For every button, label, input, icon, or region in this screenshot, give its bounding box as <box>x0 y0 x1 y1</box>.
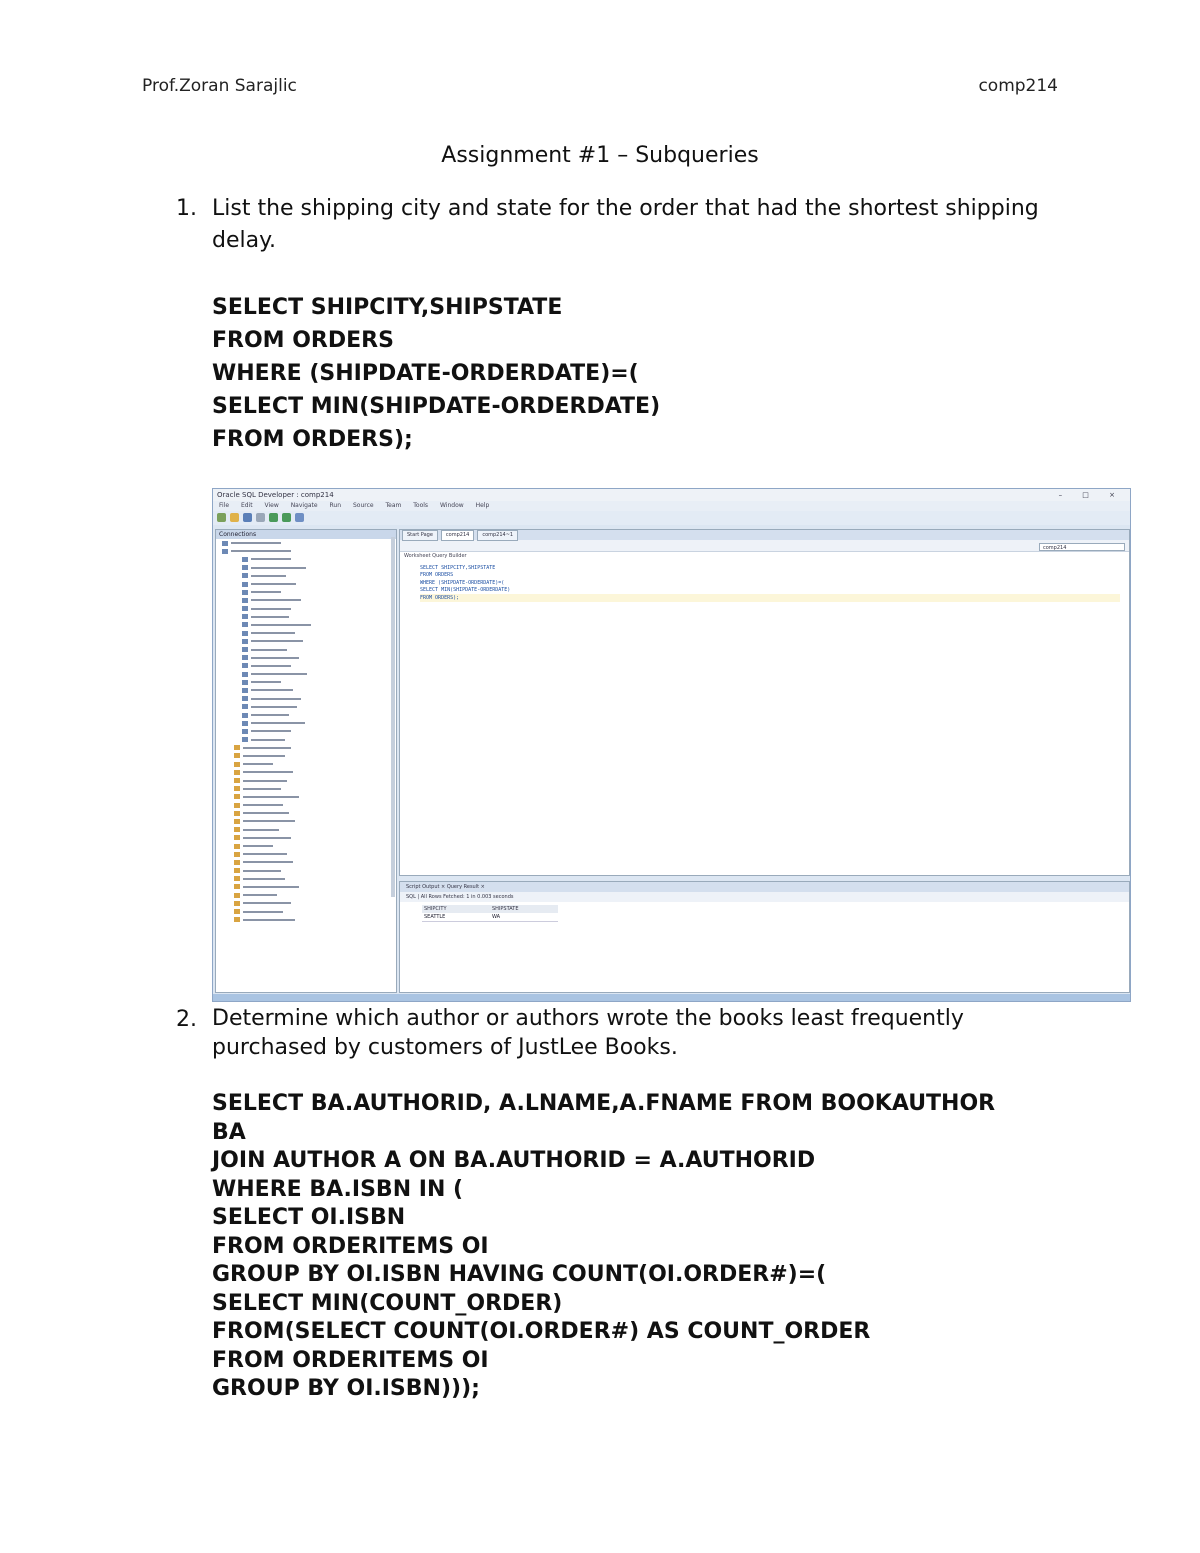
tree-label-placeholder <box>251 665 291 667</box>
code-line: SELECT OI.ISBN <box>212 1205 406 1230</box>
back-icon <box>269 513 278 522</box>
tree-row <box>216 760 396 768</box>
sql-worksheet <box>399 529 1130 876</box>
code-line: GROUP BY OI.ISBN HAVING COUNT(OI.ORDER#)=( <box>212 1262 827 1287</box>
menu-item: File <box>219 502 230 509</box>
table-icon <box>242 704 248 709</box>
tree-row <box>216 801 396 809</box>
editor-line <box>420 594 1120 602</box>
tree-label-placeholder <box>243 804 283 806</box>
question-text: Determine which author or authors wrote the books least frequently purchased by customers of JustLee Books. <box>212 1006 964 1060</box>
tree-row <box>216 727 396 735</box>
table-icon <box>242 696 248 701</box>
table-icon <box>242 557 248 562</box>
table-icon <box>234 762 240 767</box>
tree-label-placeholder <box>243 771 293 773</box>
tree-row <box>216 916 396 924</box>
main-toolbar <box>213 511 1130 525</box>
tree-row <box>216 891 396 899</box>
tree-label-placeholder <box>251 714 289 716</box>
tree-row <box>216 645 396 653</box>
tree-label-placeholder <box>243 837 291 839</box>
tree-label-placeholder <box>243 911 283 913</box>
code-line: SELECT MIN(SHIPDATE-ORDERDATE) <box>212 394 661 419</box>
menu-bar <box>213 501 1130 511</box>
table-icon <box>242 573 248 578</box>
code-line: FROM ORDERITEMS OI <box>212 1233 489 1259</box>
table-icon <box>242 729 248 734</box>
window-titlebar <box>213 489 1130 501</box>
column-header: SHIPCITY <box>422 905 490 913</box>
tree-row <box>216 785 396 793</box>
tree-row <box>216 826 396 834</box>
table-icon <box>242 565 248 570</box>
question-number: 2. <box>176 1007 197 1032</box>
table-icon <box>234 770 240 775</box>
forward-icon <box>282 513 291 522</box>
editor-line <box>420 587 1120 595</box>
tree-label-placeholder <box>243 788 281 790</box>
table-icon <box>242 639 248 644</box>
new-icon <box>217 513 226 522</box>
tree-row <box>216 678 396 686</box>
table-icon <box>222 541 228 546</box>
editor-line-text: FROM ORDERS <box>420 572 454 579</box>
tree-row <box>216 850 396 858</box>
code-line: BA <box>212 1119 246 1145</box>
editor-line-text: SELECT SHIPCITY,SHIPSTATE <box>420 564 496 571</box>
tab-start-page: Start Page <box>402 530 438 541</box>
tree-row <box>216 637 396 645</box>
tree-row <box>216 629 396 637</box>
result-tabs: Script Output × Query Result × <box>400 882 1129 892</box>
menu-item: Window <box>439 502 464 509</box>
editor-line-text: FROM ORDERS); <box>420 594 460 601</box>
menu-item: Help <box>475 502 490 509</box>
code-line: WHERE (SHIPDATE-ORDERDATE)=( <box>212 361 639 386</box>
tree-row <box>216 539 396 547</box>
editor-tabs <box>400 530 1129 540</box>
tree-row <box>216 809 396 817</box>
tree-label-placeholder <box>251 583 296 585</box>
table-icon <box>242 598 248 603</box>
editor-line <box>420 579 1120 587</box>
tree-label-placeholder <box>251 706 297 708</box>
tab-worksheet-2: comp214~1 <box>477 530 518 541</box>
tree-scrollbar <box>391 537 395 897</box>
tree-label-placeholder <box>251 730 291 732</box>
tree-label-placeholder <box>251 649 287 651</box>
table-icon <box>234 844 240 849</box>
table-icon <box>242 606 248 611</box>
code-line: JOIN AUTHOR A ON BA.AUTHORID = A.AUTHORID <box>212 1148 816 1173</box>
tree-row <box>216 662 396 670</box>
table-icon <box>234 893 240 898</box>
worksheet-subtabs: Worksheet Query Builder <box>404 553 467 559</box>
tree-label-placeholder <box>251 739 285 741</box>
tree-row <box>216 899 396 907</box>
table-icon <box>242 663 248 668</box>
connections-panel <box>215 529 397 993</box>
table-icon <box>242 680 248 685</box>
tree-label-placeholder <box>251 567 306 569</box>
tree-label-placeholder <box>251 681 281 683</box>
code-line: FROM(SELECT COUNT(OI.ORDER#) AS COUNT_ORDER <box>212 1319 871 1344</box>
table-icon <box>234 876 240 881</box>
table-icon <box>242 590 248 595</box>
tree-label-placeholder <box>243 878 285 880</box>
tree-label-placeholder <box>243 763 273 765</box>
tree-row <box>216 613 396 621</box>
table-icon <box>234 811 240 816</box>
table-icon <box>234 778 240 783</box>
tree-row <box>216 711 396 719</box>
tree-row <box>216 588 396 596</box>
connections-tab: Connections <box>216 530 396 539</box>
table-icon <box>234 786 240 791</box>
cut-icon <box>256 513 265 522</box>
table-icon <box>234 901 240 906</box>
table-icon <box>242 688 248 693</box>
table-icon <box>234 827 240 832</box>
header-course: comp214 <box>978 76 1058 96</box>
tree-label-placeholder <box>243 861 293 863</box>
tree-row <box>216 776 396 784</box>
menu-item: Navigate <box>290 502 318 509</box>
save-icon <box>243 513 252 522</box>
question-2 <box>176 1004 1056 1062</box>
tab-worksheet: comp214 <box>441 530 474 541</box>
tree-row <box>216 547 396 555</box>
tree-row <box>216 555 396 563</box>
tree-label-placeholder <box>251 673 307 675</box>
menu-item: Source <box>352 502 374 509</box>
tree-row <box>216 875 396 883</box>
window-controls: – □ × <box>1058 491 1124 499</box>
tree-label-placeholder <box>243 853 287 855</box>
result-toolbar: SQL | All Rows Fetched: 1 in 0.003 seconds <box>400 892 1129 902</box>
table-icon <box>234 868 240 873</box>
menu-item: Team <box>385 502 402 509</box>
tree-row <box>216 596 396 604</box>
tree-label-placeholder <box>251 608 291 610</box>
tree-label-placeholder <box>243 894 277 896</box>
tree-row <box>216 793 396 801</box>
tree-row <box>216 834 396 842</box>
code-line: GROUP BY OI.ISBN))); <box>212 1376 480 1401</box>
tree-row <box>216 768 396 776</box>
editor-line-text: SELECT MIN(SHIPDATE-ORDERDATE) <box>420 587 511 594</box>
worksheet-toolbar <box>400 540 1129 552</box>
code-line: FROM ORDERS); <box>212 427 413 452</box>
connection-selector: comp214 <box>1039 543 1125 551</box>
tree-row <box>216 580 396 588</box>
status-bar <box>213 994 1130 1001</box>
tree-row <box>216 719 396 727</box>
tree-label-placeholder <box>251 575 286 577</box>
result-grid <box>422 905 1129 922</box>
results-panel <box>399 881 1130 993</box>
tree-label-placeholder <box>243 902 291 904</box>
tree-label-placeholder <box>251 632 295 634</box>
table-icon <box>242 737 248 742</box>
table-icon <box>234 753 240 758</box>
question-number: 1. <box>176 196 197 221</box>
window-title: Oracle SQL Developer : comp214 <box>217 491 334 499</box>
tree-label-placeholder <box>243 820 295 822</box>
tree-label-placeholder <box>251 640 303 642</box>
menu-item: Edit <box>240 502 253 509</box>
run-icon <box>295 513 304 522</box>
tree-row <box>216 858 396 866</box>
tree-row <box>216 564 396 572</box>
tree-row <box>216 883 396 891</box>
tree-row <box>216 907 396 915</box>
tree-label-placeholder <box>251 657 299 659</box>
tree-row <box>216 842 396 850</box>
tree-label-placeholder <box>243 886 299 888</box>
sql-code-block-1 <box>212 291 1112 456</box>
table-icon <box>234 803 240 808</box>
tree-label-placeholder <box>243 780 287 782</box>
table-icon <box>222 549 228 554</box>
table-icon <box>242 614 248 619</box>
table-icon <box>234 852 240 857</box>
table-icon <box>234 909 240 914</box>
tree-row <box>216 605 396 613</box>
tree-label-placeholder <box>243 755 285 757</box>
table-icon <box>242 647 248 652</box>
tree-label-placeholder <box>243 919 295 921</box>
menu-item: Run <box>329 502 342 509</box>
tree-label-placeholder <box>231 550 291 552</box>
tree-label-placeholder <box>251 616 289 618</box>
table-icon <box>242 721 248 726</box>
tree-label-placeholder <box>243 747 291 749</box>
tree-label-placeholder <box>243 870 281 872</box>
tree-row <box>216 686 396 694</box>
table-icon <box>234 794 240 799</box>
table-icon <box>234 884 240 889</box>
tree-row <box>216 752 396 760</box>
tree-row <box>216 817 396 825</box>
tree-row <box>216 703 396 711</box>
tree-row <box>216 572 396 580</box>
table-icon <box>234 745 240 750</box>
column-header: SHIPSTATE <box>490 905 558 913</box>
menu-item: View <box>264 502 279 509</box>
tree-label-placeholder <box>243 829 279 831</box>
table-icon <box>242 713 248 718</box>
tree-row <box>216 736 396 744</box>
tree-label-placeholder <box>243 845 273 847</box>
result-cell: WA <box>490 913 558 922</box>
code-line: SELECT BA.AUTHORID, A.LNAME,A.FNAME FROM BOOKAUTHOR <box>212 1091 996 1116</box>
tree-row <box>216 744 396 752</box>
table-icon <box>234 917 240 922</box>
tree-label-placeholder <box>251 722 305 724</box>
table-icon <box>242 672 248 677</box>
table-icon <box>234 860 240 865</box>
table-icon <box>234 835 240 840</box>
menu-item: Tools <box>413 502 429 509</box>
question-1 <box>176 193 1056 257</box>
table-icon <box>242 622 248 627</box>
code-line: WHERE BA.ISBN IN ( <box>212 1176 464 1202</box>
code-line: SELECT SHIPCITY,SHIPSTATE <box>212 295 563 320</box>
tree-label-placeholder <box>251 591 281 593</box>
tree-label-placeholder <box>243 796 299 798</box>
tree-row <box>216 867 396 875</box>
code-editor <box>420 564 1120 602</box>
open-icon <box>230 513 239 522</box>
editor-line <box>420 572 1120 580</box>
sql-code-block-2 <box>212 1090 1112 1404</box>
question-text: List the shipping city and state for the order that had the shortest shipping delay. <box>212 196 1039 253</box>
code-line: FROM ORDERS <box>212 328 394 353</box>
code-line: FROM ORDERITEMS OI <box>212 1347 489 1373</box>
tree-label-placeholder <box>251 698 301 700</box>
tree-label-placeholder <box>251 558 291 560</box>
tree-label-placeholder <box>251 624 311 626</box>
tree-row <box>216 654 396 662</box>
tree-row <box>216 670 396 678</box>
page-title: Assignment #1 – Subqueries <box>441 143 759 168</box>
code-line: SELECT MIN(COUNT_ORDER) <box>212 1290 563 1316</box>
editor-line-text: WHERE (SHIPDATE-ORDERDATE)=( <box>420 579 505 586</box>
table-icon <box>242 631 248 636</box>
header-author: Prof.Zoran Sarajlic <box>142 76 297 96</box>
tree-row <box>216 695 396 703</box>
table-icon <box>234 819 240 824</box>
tree-label-placeholder <box>231 542 281 544</box>
sql-developer-screenshot <box>212 488 1131 1002</box>
table-icon <box>242 655 248 660</box>
table-icon <box>242 582 248 587</box>
editor-line <box>420 564 1120 572</box>
result-cell: SEATTLE <box>422 913 490 922</box>
tree-row <box>216 621 396 629</box>
tree-label-placeholder <box>243 812 289 814</box>
tree-label-placeholder <box>251 689 293 691</box>
connections-tree <box>216 539 396 924</box>
tree-label-placeholder <box>251 599 301 601</box>
